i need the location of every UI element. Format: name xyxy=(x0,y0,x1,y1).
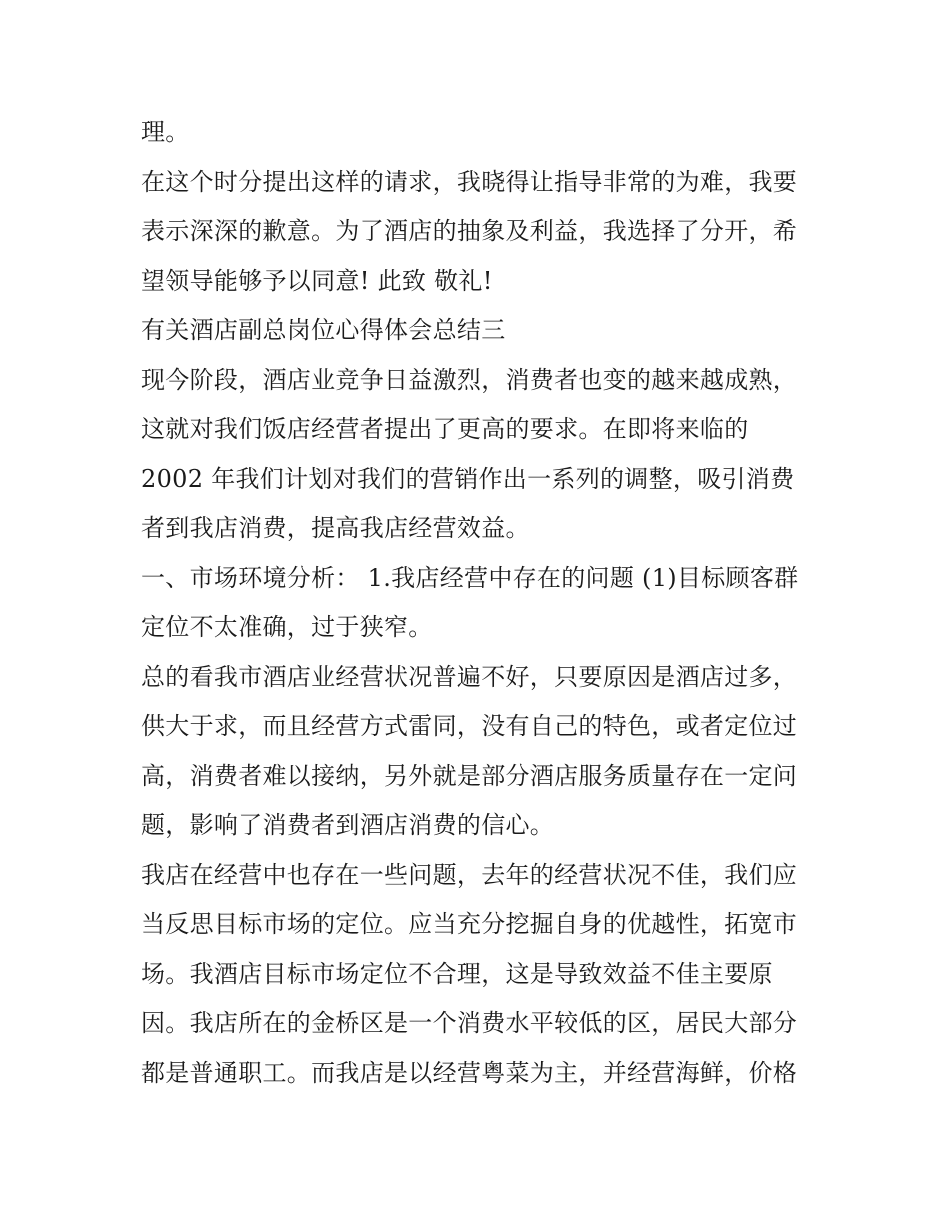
text-line: 2002 年我们计划对我们的营销作出一系列的调整，吸引消费 xyxy=(141,464,795,493)
text-line: 题，影响了消费者到酒店消费的信心。 xyxy=(141,811,555,839)
section-heading: 有关酒店副总岗位心得体会总结三 xyxy=(141,316,506,344)
text-line: 高，消费者难以接纳，另外就是部分酒店服务质量存在一定问 xyxy=(141,761,798,790)
text-line: 总的看我市酒店业经营状况普遍不好，只要原因是酒店过多， xyxy=(141,662,798,691)
text-line: 这就对我们饭店经营者提出了更高的要求。在即将来临的 xyxy=(141,415,749,443)
text-line: 因。我店所在的金桥区是一个消费水平较低的区，居民大部分 xyxy=(141,1009,798,1037)
text-line: 供大于求，而且经营方式雷同，没有自己的特色，或者定位过 xyxy=(141,712,798,740)
text-line: 我店在经营中也存在一些问题，去年的经营状况不佳，我们应 xyxy=(141,860,798,889)
text-line: 场。我酒店目标市场定位不合理，这是导致效益不佳主要原 xyxy=(141,959,773,988)
text-line: 定位不太准确，过于狭窄。 xyxy=(141,613,433,641)
text-line: 一、市场环境分析： 1.我店经营中存在的问题 (1)目标顾客群 xyxy=(141,563,799,592)
text-line: 表示深深的歉意。为了酒店的抽象及利益，我选择了分开，希 xyxy=(141,217,798,245)
text-line: 当反思目标市场的定位。应当充分挖掘自身的优越性，拓宽市 xyxy=(141,910,798,938)
text-line: 都是普通职工。而我店是以经营粤菜为主，并经营海鲜，价格 xyxy=(141,1058,798,1087)
text-line: 者到我店消费，提高我店经营效益。 xyxy=(141,514,530,542)
document-body xyxy=(141,108,821,1098)
text-line: 理。 xyxy=(141,118,190,146)
text-line: 现今阶段，酒店业竞争日益激烈，消费者也变的越来越成熟， xyxy=(141,365,798,394)
text-line: 望领导能够予以同意! 此致 敬礼! xyxy=(141,266,493,295)
text-line: 在这个时分提出这样的请求，我晓得让指导非常的为难，我要 xyxy=(141,167,798,196)
